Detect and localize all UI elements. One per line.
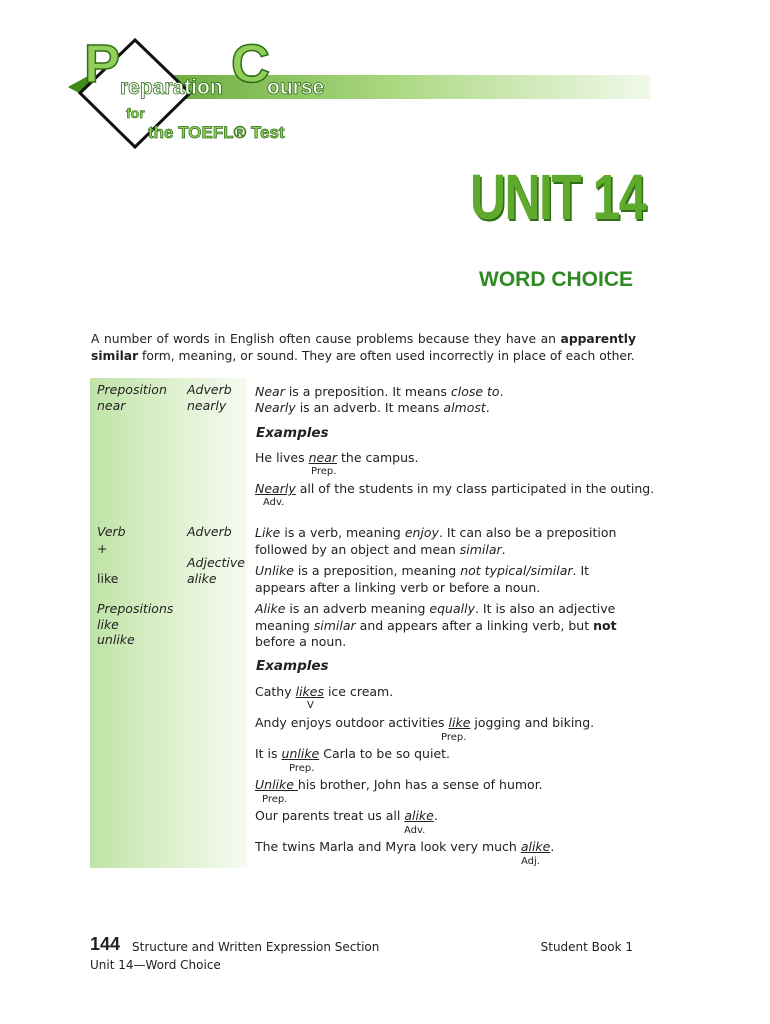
- tag-prep-4: Prep.: [262, 794, 288, 805]
- alike-def2-text: meaning: [255, 618, 314, 633]
- footer-unit: Unit 14—Word Choice: [90, 958, 221, 972]
- word-near: [97, 398, 125, 414]
- label-adverb: Adverb: [187, 382, 232, 397]
- near-period: .: [499, 384, 504, 399]
- example-likes-post: ice cream.: [323, 684, 394, 699]
- example-alike-2: [255, 838, 554, 855]
- label-adjective: Adjective: [187, 555, 245, 570]
- unlike-definition-2: appears after a linking verb or before a noun.: [255, 580, 541, 595]
- near-def-text: is a preposition. It means: [284, 384, 451, 399]
- examples-heading-1: Examples: [256, 425, 329, 441]
- example-unlike-word: unlike: [281, 746, 320, 761]
- logo-letter-c: C: [231, 34, 270, 94]
- alike-definition: [255, 600, 615, 617]
- label-preposition: Preposition: [97, 382, 167, 397]
- label-plus: +: [97, 541, 108, 556]
- example-near-post: the campus.: [337, 450, 419, 465]
- unlike-term: Unlike: [255, 563, 294, 578]
- alike-def-text: is an adverb meaning: [285, 601, 430, 616]
- example-unlike2-word: Unlike: [255, 777, 298, 792]
- footer-section: Structure and Written Expression Section: [132, 940, 380, 954]
- example-like: [255, 714, 594, 731]
- unlike-meaning: not typical/similar: [460, 563, 573, 578]
- example-unlike: [255, 745, 450, 762]
- nearly-def-text: is an adverb. It means: [295, 400, 444, 415]
- example-alike2-pre: The twins Marla and Myra look very much: [255, 839, 521, 854]
- alike-meaning: equally: [429, 601, 475, 616]
- alike-term: Alike: [255, 601, 286, 616]
- like-def2-period: .: [501, 542, 506, 557]
- example-alike2-word: alike: [520, 839, 551, 854]
- like-def-tail: . It can also be a preposition: [438, 525, 617, 540]
- example-unlike-post: Carla to be so quiet.: [319, 746, 451, 761]
- example-alike-post: .: [433, 808, 438, 823]
- example-unlike-pre: It is: [255, 746, 282, 761]
- example-like-post: jogging and biking.: [470, 715, 595, 730]
- tag-prep-2: Prep.: [441, 732, 467, 743]
- example-alike2-post: .: [550, 839, 555, 854]
- like-meaning: enjoy: [404, 525, 439, 540]
- word-nearly: nearly: [187, 398, 227, 413]
- word-near-text: near: [97, 398, 126, 413]
- alike-def2-mid: and appears after a linking verb, but: [355, 618, 594, 633]
- logo-word-preparation: reparation: [120, 76, 223, 99]
- tag-adj: Adj.: [521, 856, 540, 867]
- alike-definition-3: before a noun.: [255, 634, 347, 649]
- example-near-pre: He lives: [255, 450, 309, 465]
- word-unlike: unlike: [97, 632, 135, 647]
- intro-text-2: form, meaning, or sound. They are often used incorrectly in place of each other.: [138, 349, 635, 363]
- example-alike: [255, 807, 438, 824]
- example-unlike-2: [255, 776, 543, 793]
- example-nearly: [255, 480, 654, 497]
- footer-book: Student Book 1: [540, 940, 633, 954]
- intro-text-1: A number of words in English often cause problems because they have an: [91, 332, 561, 346]
- logo-word-toefl: the TOEFL® Test: [148, 123, 285, 142]
- word-like: like: [97, 571, 119, 586]
- unlike-definition: [255, 562, 589, 579]
- example-like-word: like: [448, 715, 471, 730]
- like-def2-word: similar: [459, 542, 502, 557]
- label-verb: Verb: [97, 524, 126, 539]
- intro-paragraph: [91, 331, 636, 365]
- word-like-prep: like: [97, 617, 119, 632]
- tag-prep-1: Prep.: [311, 466, 337, 477]
- like-definition: [255, 524, 616, 541]
- alike-def-tail: . It is also an adjective: [474, 601, 616, 616]
- unit-subtitle: WORD CHOICE: [479, 268, 633, 291]
- like-def-text: is a verb, meaning: [280, 525, 405, 540]
- example-near-word: near: [308, 450, 338, 465]
- example-unlike2-post: his brother, John has a sense of humor.: [297, 777, 543, 792]
- like-term: Like: [255, 525, 281, 540]
- intro-bold: apparently similar: [91, 332, 636, 363]
- alike-def2-not: not: [593, 618, 617, 633]
- example-likes-word: likes: [295, 684, 324, 699]
- near-definition: [255, 383, 504, 400]
- alike-def2-word: similar: [313, 618, 356, 633]
- course-logo: [60, 35, 660, 155]
- example-like-pre: Andy enjoys outdoor activities: [255, 715, 449, 730]
- like-definition-2: [255, 541, 506, 558]
- logo-letter-p: P: [84, 34, 121, 94]
- alike-definition-2: [255, 617, 617, 634]
- example-likes-pre: Cathy: [255, 684, 296, 699]
- word-alike: alike: [187, 571, 217, 586]
- page-number: 144: [90, 934, 121, 954]
- example-alike-pre: Our parents treat us all: [255, 808, 405, 823]
- example-near: [255, 449, 419, 466]
- nearly-term: Nearly: [255, 400, 296, 415]
- unlike-def-tail: . It: [572, 563, 590, 578]
- tag-adv-2: Adv.: [404, 825, 426, 836]
- unlike-def-text: is a preposition, meaning: [293, 563, 461, 578]
- examples-heading-2: Examples: [256, 658, 329, 674]
- logo-word-for: for: [126, 105, 145, 121]
- nearly-definition: [255, 399, 490, 416]
- example-nearly-word: Nearly: [255, 481, 296, 496]
- label-adverb-2: Adverb: [187, 524, 232, 539]
- logo-word-course: ourse: [267, 76, 325, 99]
- tag-v: V: [307, 700, 314, 711]
- nearly-meaning: almost: [443, 400, 486, 415]
- example-likes: [255, 683, 393, 700]
- near-meaning: close to: [450, 384, 500, 399]
- tag-adv-1: Adv.: [263, 497, 285, 508]
- unit-title: UNIT 14: [470, 161, 645, 233]
- tag-prep-3: Prep.: [289, 763, 315, 774]
- like-def2-text: followed by an object and mean: [255, 542, 460, 557]
- nearly-period: .: [485, 400, 490, 415]
- example-nearly-post: all of the students in my class participated in the outing.: [295, 481, 655, 496]
- example-alike-word: alike: [404, 808, 434, 823]
- label-prepositions: Prepositions: [97, 601, 174, 616]
- near-term: Near: [255, 384, 285, 399]
